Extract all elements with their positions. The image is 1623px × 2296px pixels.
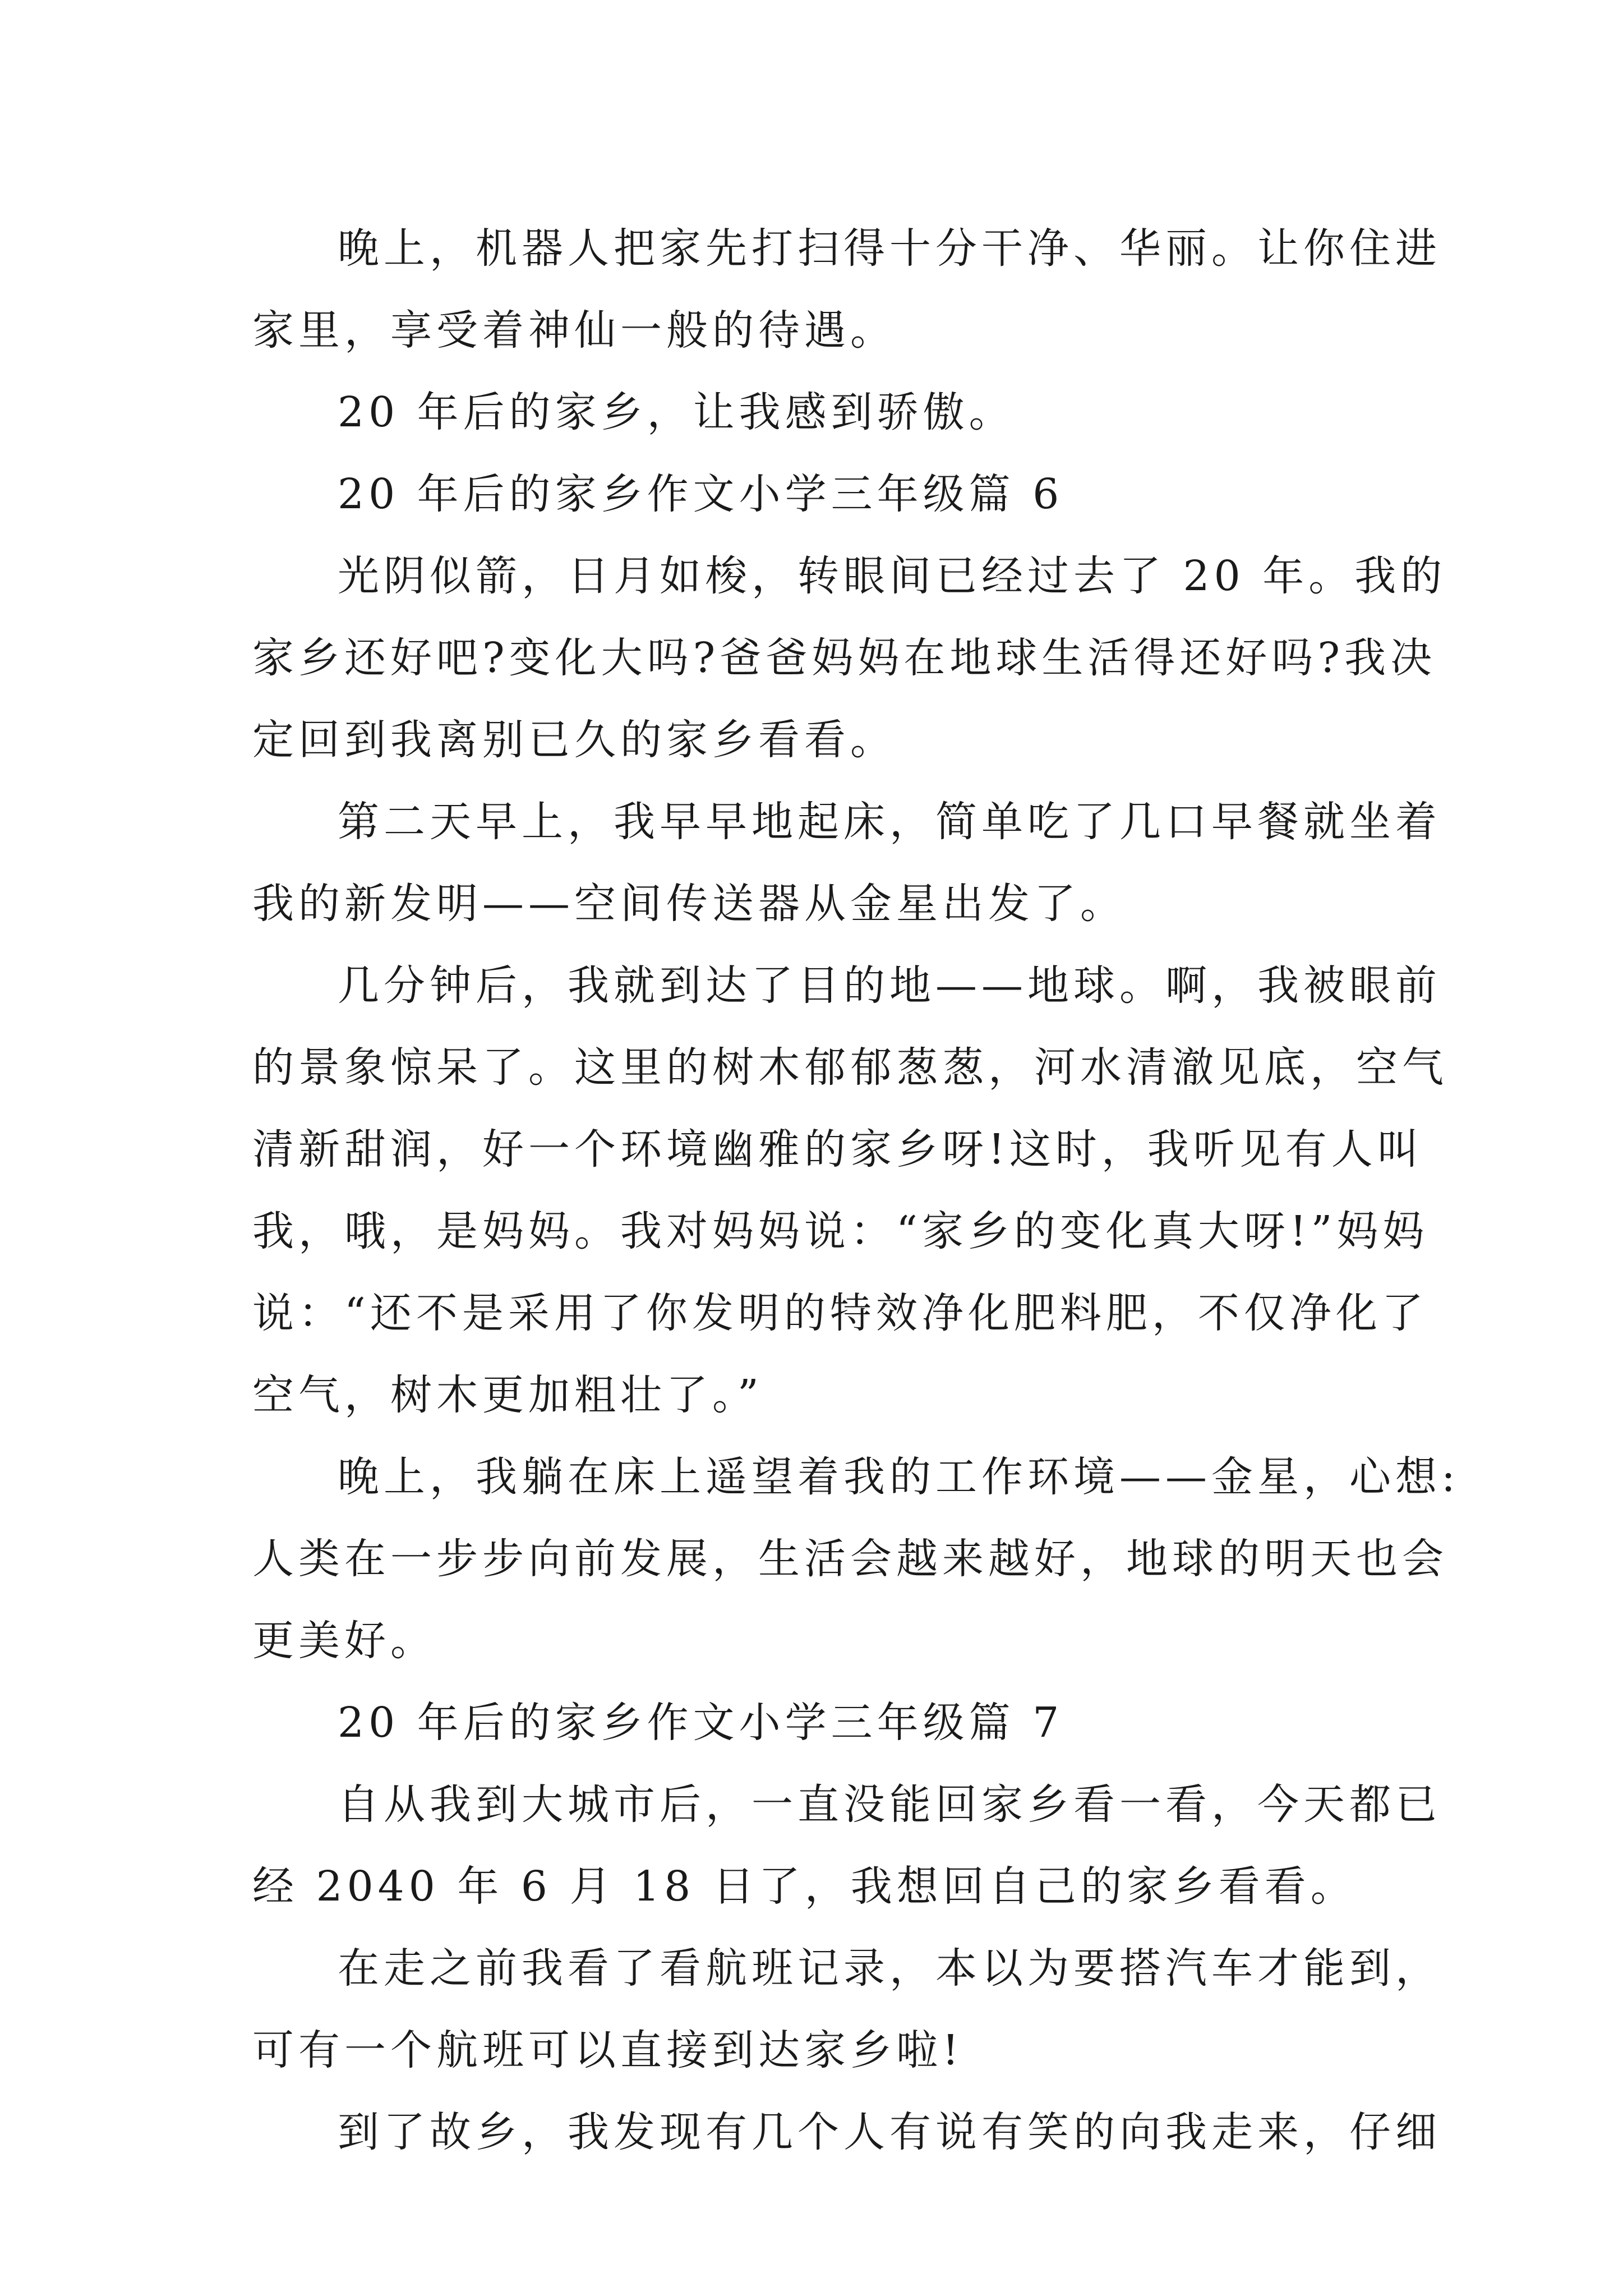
text-line: 自从我到大城市后，一直没能回家乡看一看，今天都已 — [338, 1780, 1441, 1829]
text-line: 我，哦，是妈妈。我对妈妈说：“家乡的变化真大呀!”妈妈 — [252, 1207, 1429, 1255]
text-line: 清新甜润，好一个环境幽雅的家乡呀!这时，我听见有人叫 — [252, 1125, 1423, 1174]
text-line: 家乡还好吧?变化大吗?爸爸妈妈在地球生活得还好吗?我决 — [252, 634, 1437, 682]
text-line: 定回到我离别已久的家乡看看。 — [252, 716, 896, 764]
text-line: 在走之前我看了看航班记录，本以为要搭汽车才能到， — [338, 1944, 1441, 1993]
text-line: 光阴似箭，日月如梭，转眼间已经过去了 20 年。我的 — [338, 552, 1447, 600]
text-line: 我的新发明——空间传送器从金星出发了。 — [252, 880, 1126, 928]
text-line: 更美好。 — [252, 1617, 436, 1665]
text-line: 的景象惊呆了。这里的树木郁郁葱葱，河水清澈见底，空气 — [252, 1043, 1448, 1092]
text-line: 家里，享受着神仙一般的待遇。 — [252, 306, 896, 355]
text-line: 人类在一步步向前发展，生活会越来越好，地球的明天也会 — [252, 1535, 1448, 1583]
section-heading: 20 年后的家乡作文小学三年级篇 6 — [338, 470, 1064, 518]
text-line: 晚上，机器人把家先打扫得十分干净、华丽。让你住进 — [338, 224, 1441, 273]
text-line: 20 年后的家乡，让我感到骄傲。 — [338, 388, 1015, 436]
text-line: 晚上，我躺在床上遥望着我的工作环境——金星，心想: — [338, 1453, 1460, 1501]
text-line: 到了故乡，我发现有几个人有说有笑的向我走来，仔细 — [338, 2108, 1441, 2156]
text-line: 第二天早上，我早早地起床，简单吃了几口早餐就坐着 — [338, 798, 1441, 846]
text-line: 几分钟后，我就到达了目的地——地球。啊，我被眼前 — [338, 961, 1441, 1010]
text-line: 经 2040 年 6 月 18 日了，我想回自己的家乡看看。 — [252, 1862, 1357, 1911]
document-body — [252, 208, 1460, 2173]
section-heading: 20 年后的家乡作文小学三年级篇 7 — [338, 1699, 1064, 1747]
text-line: 可有一个航班可以直接到达家乡啦! — [252, 2026, 963, 2074]
text-line: 空气，树木更加粗壮了。” — [252, 1371, 763, 1419]
text-line: 说：“还不是采用了你发明的特效净化肥料肥，不仅净化了 — [252, 1289, 1428, 1337]
